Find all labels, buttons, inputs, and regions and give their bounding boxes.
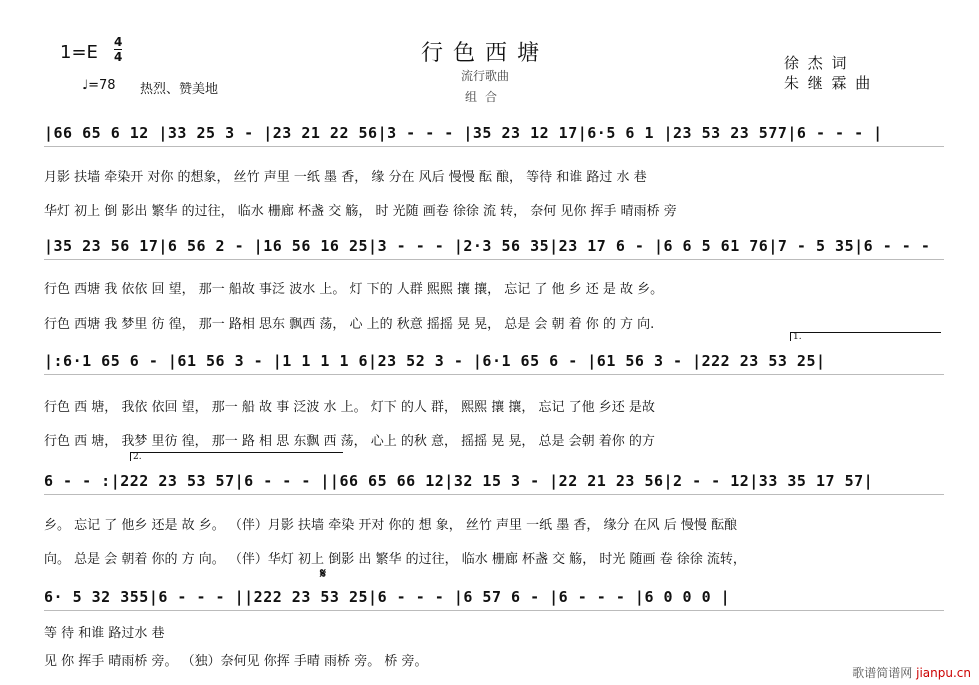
volta-bracket-1: 1. bbox=[790, 332, 941, 341]
key-signature: 1=E bbox=[60, 42, 98, 63]
time-bottom: 4 bbox=[114, 50, 123, 64]
notation-line-1: |66 65 6 12 |33 25 3 - |23 21 22 56|3 - - - |35 23 12 17|6·5 6 1 |23 53 23 577|6 - - - | bbox=[44, 120, 944, 147]
composer-credit: 朱 继 霖 曲 bbox=[784, 74, 873, 92]
lyric-line-2a: 行色 西塘 我 依依 回 望， 那一 船故 事泛 波水 上。 灯 下的 人群 熙熙 攘 攘， 忘记 了 他 乡 还 是 故 乡。 bbox=[44, 282, 664, 297]
time-top: 4 bbox=[114, 35, 123, 49]
tempo-marking: ♩=78 bbox=[82, 78, 116, 93]
song-genre: 流行歌曲 bbox=[460, 69, 509, 83]
lyric-line-5b: 见 你 挥手 晴雨桥 旁。 （独）奈何见 你挥 手晴 雨桥 旁。 桥 旁。 bbox=[44, 654, 428, 669]
lyric-line-3a: 行色 西 塘， 我依 依回 望， 那一 船 故 事 泛波 水 上。 灯下 的人 群， 熙熙 攘 攘， 忘记 了他 乡还 是故 bbox=[44, 400, 655, 415]
lyric-line-2b: 行色 西塘 我 梦里 彷 徨， 那一 路相 思东 飘西 荡， 心 上的 秋意 摇摇 晃 晃， 总是 会 朝 着 你 的 方 向. bbox=[44, 317, 655, 332]
volta-bracket-2: 2. bbox=[130, 452, 343, 461]
time-signature bbox=[114, 36, 122, 63]
lyric-line-1b: 华灯 初上 倒 影出 繁华 的过往， 临水 栅廊 杯盏 交 觞， 时 光随 画卷 徐徐 流 转， 奈何 见你 挥手 晴雨桥 旁 bbox=[44, 204, 677, 219]
lyric-line-4a: 乡。 忘记 了 他乡 还是 故 乡。 （伴）月影 扶墙 牵染 开对 你的 想 象， 丝竹 声里 一纸 墨 香， 缘分 在风 后 慢慢 酝酿 bbox=[44, 518, 738, 533]
lyric-line-1a: 月影 扶墙 牵染开 对你 的想象， 丝竹 声里 一纸 墨 香， 缘 分在 风后 慢慢 酝 酿， 等待 和谁 路过 水 巷 bbox=[44, 170, 647, 185]
site-watermark bbox=[852, 664, 971, 681]
lyricist-credit: 徐 杰 词 bbox=[784, 54, 849, 72]
lyric-line-5a: 等 待 和谁 路过水 巷 bbox=[44, 626, 165, 641]
notation-line-3: |:6·1 65 6 - |61 56 3 - |1 1 1 1 6|23 52 3 - |6·1 65 6 - |61 56 3 - |222 23 53 25| bbox=[44, 348, 944, 375]
notation-line-5: 6· 5 32 355|6 - - - ||222 23 53 25|6 - - - |6 57 6 - |6 - - - |6 0 0 0 | bbox=[44, 584, 944, 611]
song-singer: 组合 bbox=[464, 90, 505, 104]
lyric-line-4b: 向。 总是 会 朝着 你的 方 向。 （伴）华灯 初上 倒影 出 繁华 的过往， 临水 栅廊 杯盏 交 觞， 时光 随画 卷 徐徐 流转， bbox=[44, 552, 746, 567]
song-title: 行色西塘 bbox=[420, 41, 549, 66]
notation-line-4: 6 - - :|222 23 53 57|6 - - - ||66 65 66 12|32 15 3 - |22 21 23 56|2 - - 12|33 35 17 57| bbox=[44, 468, 944, 495]
watermark-text-a: 歌谱简谱网 bbox=[852, 666, 913, 680]
watermark-text-b: jianpu.cn bbox=[916, 666, 971, 680]
lyric-line-3b: 行色 西 塘， 我梦 里彷 徨， 那一 路 相 思 东飘 西 荡， 心上 的秋 意， 摇摇 晃 晃， 总是 会朝 着你 的方 bbox=[44, 434, 655, 449]
notation-line-2: |35 23 56 17|6 56 2 - |16 56 16 25|3 - - - |2·3 56 35|23 17 6 - |6 6 5 61 76|7 - 5 35|6 - - - bbox=[44, 233, 944, 260]
segno-sign: 𝄋 bbox=[320, 566, 327, 582]
expression-marking: 热烈、赞美地 bbox=[140, 82, 219, 97]
